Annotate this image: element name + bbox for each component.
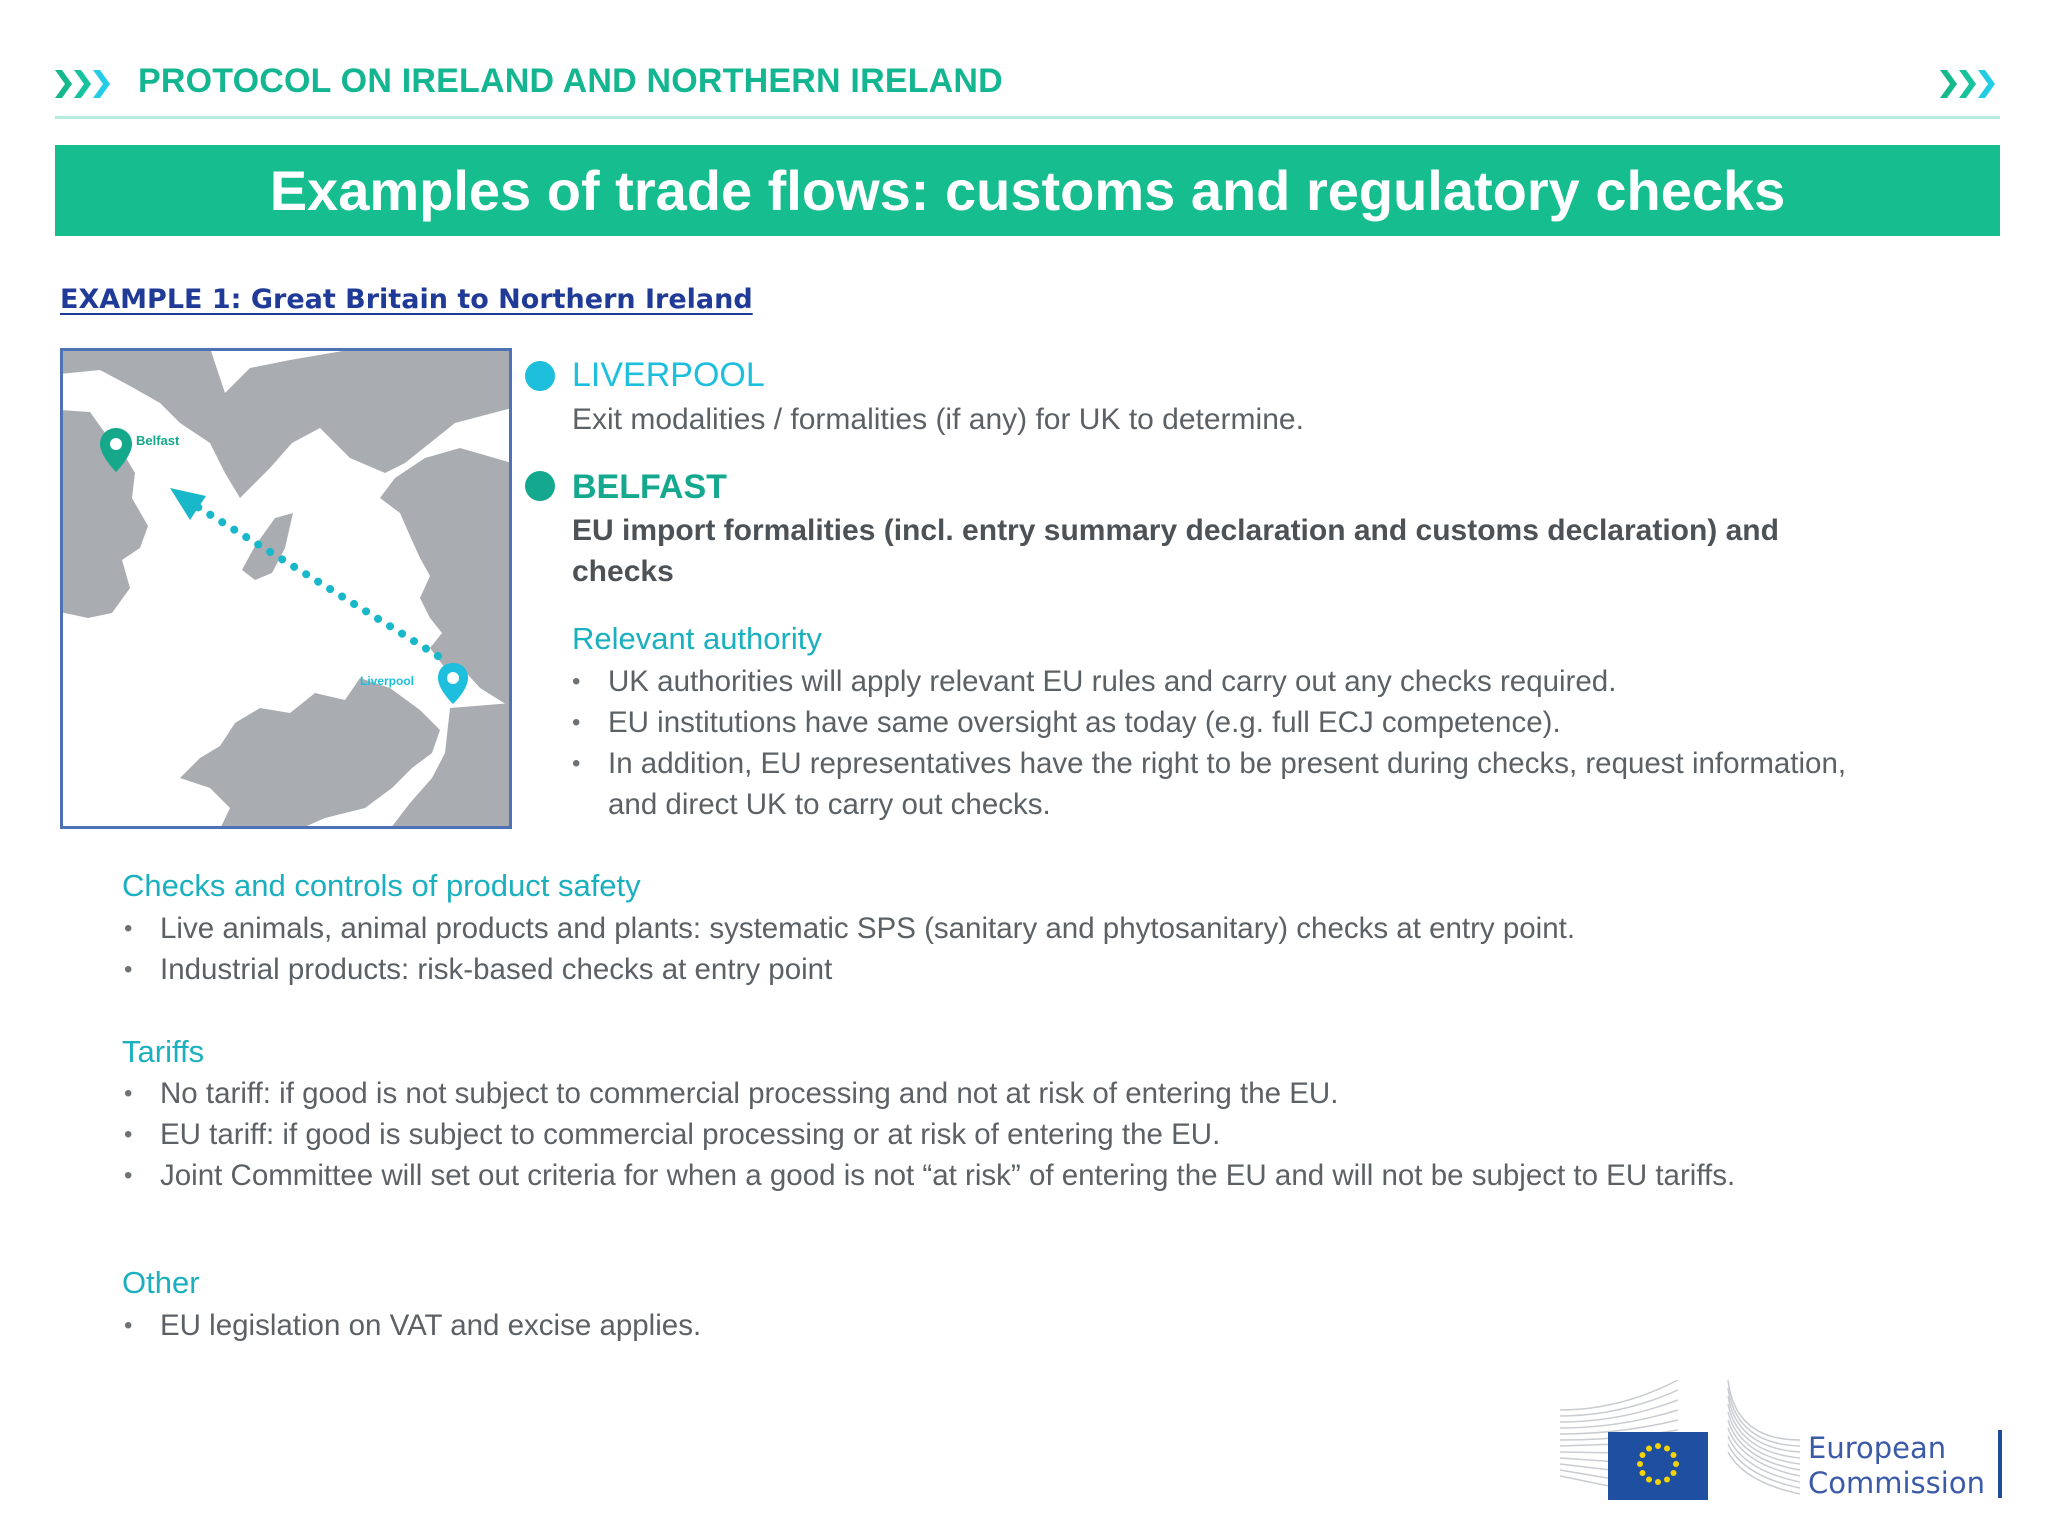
triple-chevron-right-icon [55, 68, 113, 100]
other-list [122, 1305, 1822, 1346]
logo-bar [1998, 1430, 2002, 1498]
list-item: • Live animals, animal products and plants: systematic SPS (sanitary and phytosanitary) checks at entry point. [122, 908, 1912, 949]
list-item: • UK authorities will apply relevant EU rules and carry out any checks required. [570, 661, 1900, 702]
map-label-liverpool: Liverpool [360, 674, 415, 688]
relevant-authority-list [570, 661, 1900, 825]
list-item: • In addition, EU representatives have the right to be present during checks, request information, and direct UK to carry out checks. [570, 743, 1900, 825]
list-item: • Joint Committee will set out criteria for when a good is not “at risk” of entering the EU and will not be subject to EU tariffs. [122, 1155, 1822, 1196]
list-item: • EU tariff: if good is subject to commercial processing or at risk of entering the EU. [122, 1114, 1822, 1155]
port-name-liverpool: LIVERPOOL [572, 356, 765, 394]
map-label-belfast: Belfast [136, 433, 180, 448]
title-banner [55, 145, 2000, 236]
list-item: • No tariff: if good is not subject to commercial processing and not at risk of entering the EU. [122, 1073, 1822, 1114]
list-item: • EU institutions have same oversight as today (e.g. full ECJ competence). [570, 702, 1900, 743]
tariffs-heading: Tariffs [122, 1034, 205, 1069]
port-desc-liverpool: Exit modalities / formalities (if any) for UK to determine. [572, 403, 1304, 436]
eu-flag-icon [1560, 1380, 1800, 1500]
logo-text-line2: Commission [1808, 1466, 1985, 1500]
route-map [60, 348, 512, 829]
port-desc-belfast: EU import formalities (incl. entry summary declaration and customs declaration) and checks [572, 514, 1779, 588]
protocol-header-title: PROTOCOL ON IRELAND AND NORTHERN IRELAND [138, 62, 1003, 100]
port-name-belfast: BELFAST [572, 468, 727, 506]
triple-chevron-right-icon [1940, 68, 1998, 100]
product-safety-heading: Checks and controls of product safety [122, 868, 641, 903]
page-title: Examples of trade flows: customs and regulatory checks [269, 159, 1786, 222]
tariffs-list [122, 1073, 1822, 1196]
logo-text-line1: European [1808, 1431, 1947, 1465]
list-item: • Industrial products: risk-based checks at entry point [122, 949, 1912, 990]
header-divider [55, 116, 2000, 119]
list-item: • EU legislation on VAT and excise applies. [122, 1305, 1822, 1346]
relevant-authority-heading: Relevant authority [572, 621, 822, 656]
product-safety-list [122, 908, 1912, 990]
liverpool-dot-icon [525, 361, 555, 391]
belfast-dot-icon [525, 471, 555, 501]
other-heading: Other [122, 1265, 200, 1300]
example-title: EXAMPLE 1: Great Britain to Northern Ireland [60, 284, 753, 315]
